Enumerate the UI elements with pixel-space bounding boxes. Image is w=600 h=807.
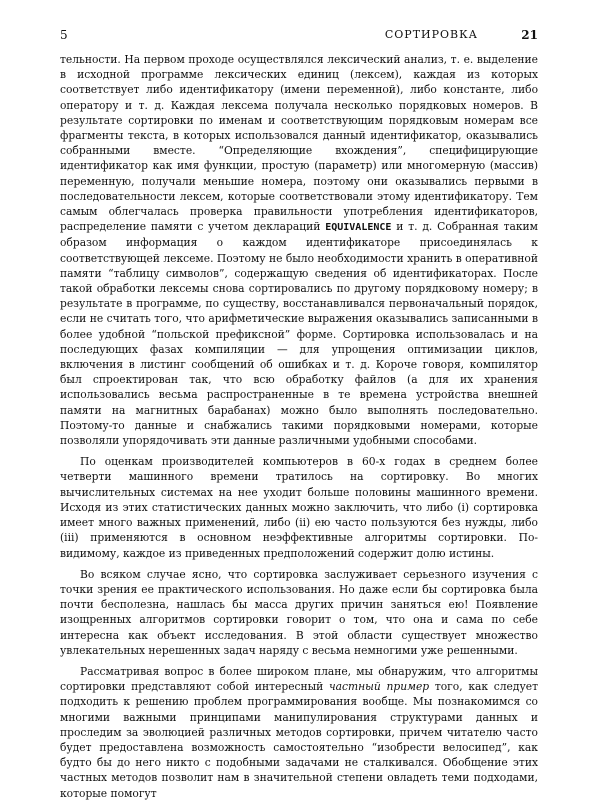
running-title: СОРТИРОВКА [384, 28, 478, 41]
paragraph-4 [60, 664, 538, 801]
code-keyword: EQUIVALENCE [325, 222, 392, 234]
chapter-number: 5 [60, 28, 68, 42]
page-number: 21 [521, 28, 538, 42]
paragraph-4-text-a: Рассматривая вопрос в более широком плане, мы обнаружим, что алгоритмы сортировки представляют собой интересный [60, 664, 538, 694]
paragraph-3: Во всяком случае ясно, что сортировка заслуживает серьезного изучения с точки зрения ее практического использования. Но даже если бы сортировка была почти бесполезна, нашлась бы масса других причин заняться ею! Появление изощренных алгоритмов сортировки говорит о том, что она и сама по себе интересна как объект исследования. В этой области существует множество увлекательных нерешенных задач наряду с весьма немногими уже решенными. [60, 567, 538, 657]
body-text [60, 52, 538, 807]
paragraph-1-text-b: и т. д. Собранная таким образом информация о каждом идентификаторе присоединялась к соответствующей лексеме. Поэтому не было необходимости хранить в оперативной памяти “таблицу символов”, содержащую сведения об идентификаторах. После такой обработки лексемы снова сортировались по другому порядковому номеру; в результате в программе, по существу, восстанавливался первоначальный порядок, если не считать того, что арифметические выражения оказывались записанными в более удобной “польской префиксной” форме. Сортировка использовалась и на последующих фазах компиляции — для упрощения оптимизации циклов, включения в листинг сообщений об ошибках и т. д. Короче говоря, компилятор был спроектирован так, что всю обработку файлов (а для их хранения использовались весьма распространенные в те времена устройства внешней памяти на магнитных барабанах) можно было выполнять последовательно. Поэтому-то данные и снабжались такими порядковыми номерами, которые позволяли упорядочивать эти данные различными удобными способами. [60, 220, 538, 448]
paragraph-1 [60, 52, 538, 448]
emphasis-text: частный пример [328, 680, 430, 694]
page-header [60, 28, 538, 46]
paragraph-1-text-a: тельности. На первом проходе осуществлялся лексический анализ, т. е. выделение в исходной программе лексических единиц (лексем), каждая из которых соответствует либо идентификатору (имени переменной), либо константе, либо оператору и т. д. Каждая лексема получала несколько порядковых номеров. В результате сортировки по именам и соответствующим порядковым номерам все фрагменты текста, в которых использовался данный идентификатор, оказывались собранными вместе. “Определяющие вхождения”, специфицирующие идентификатор как имя функции, простую (параметр) или многомерную (массив) переменную, получали меньшие номера, поэтому они оказывались первыми в последовательности лексем, которые соответствовали этому идентификатору. Тем самым облегчалась проверка правильности употребления идентификаторов, распределение памяти с учетом деклараций [60, 53, 538, 234]
paragraph-2: По оценкам производителей компьютеров в 60-х годах в среднем более четверти машинного времени тратилось на сортировку. Во многих вычислительных системах на нее уходит больше половины машинного времени. Исходя из этих статистических данных можно заключить, что либо (i) сортировка имеет много важных применений, либо (ii) ею часто пользуются без нужды, либо (iii) применяются в основном неэффективные алгоритмы сортировки. По-видимому, каждое из приведенных предположений содержит долю истины. [60, 455, 538, 560]
paragraph-4-text-b: того, как следует подходить к решению проблем программирования вообще. Мы познакомимся со многими важными принципами манипулирования структурами данных и проследим за эволюцией различных методов сортировки, причем читателю часто будет предоставлена возможность самостоятельно “изобрести велосипед”, как будто бы до него никто с подобными задачами не сталкивался. Обобщение этих частных методов позволит нам в значительной степени овладеть теми подходами, которые помогут [60, 680, 538, 800]
